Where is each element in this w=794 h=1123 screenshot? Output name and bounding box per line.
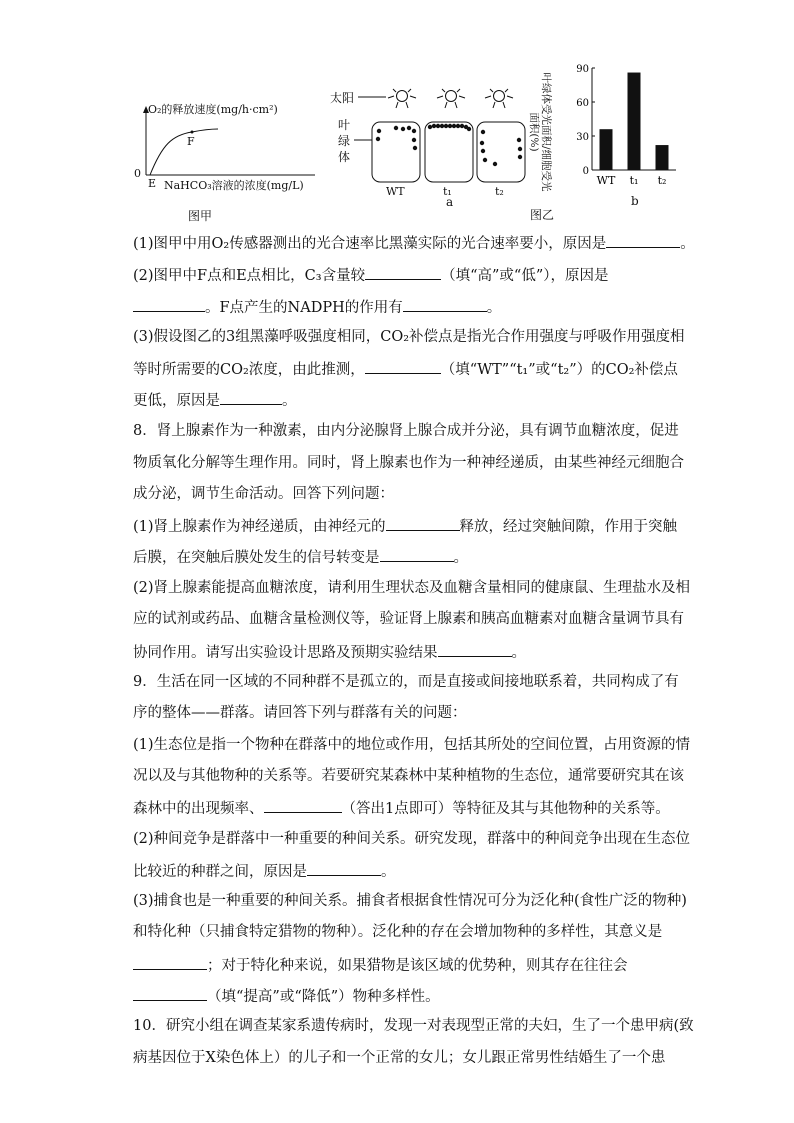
answer-blank[interactable] <box>264 797 342 813</box>
q9-1c-line: 森林中的出现频率、 （答出1点即可）等特征及其与其他物种的关系等。 <box>133 797 670 819</box>
point-e-label: E <box>148 177 157 190</box>
group-label-wt: WT <box>386 185 405 198</box>
figure-jia-caption: 图甲 <box>188 209 213 223</box>
q8-2-line: (2)肾上腺素能提高血糖浓度，请利用生理状态及血糖含量相同的健康鼠、生理盐水及相 <box>133 580 691 596</box>
q10-intro-1: 10．研究小组在调查某家系遗传病时，发现一对表现型正常的夫妇，生了一个患甲病(致 <box>133 1018 694 1034</box>
y-axis-label: O₂的释放速度(mg/h·cm²) <box>148 103 278 116</box>
answer-blank[interactable] <box>220 389 282 405</box>
q10-intro-2: 病基因位于X染色体上）的儿子和一个正常的女儿；女儿跟正常男性结婚生了一个患 <box>133 1050 666 1066</box>
answer-blank[interactable] <box>380 546 454 562</box>
q9-intro-1: 9．生活在同一区域的不同种群不是孤立的，而是直接或间接地联系着，共同构成了有 <box>133 674 679 690</box>
q9-intro-2: 序的整体——群落。请回答下列与群落有关的问题： <box>133 705 467 721</box>
figure-jia <box>130 105 330 225</box>
answer-blank[interactable] <box>133 985 207 1001</box>
sub-label-a: a <box>446 195 454 209</box>
sun-label: 太阳 <box>330 91 355 105</box>
point-f-marker <box>191 131 194 134</box>
y-tick-label: 60 <box>576 98 589 109</box>
x-axis-label: NaHCO₃溶液的浓度(mg/L) <box>164 179 304 192</box>
answer-blank[interactable] <box>386 515 460 531</box>
q7-3b-line: 等时所需要的CO₂浓度，由此推测， （填“WT”“t₁”或“t₂”）的CO₂补偿点 <box>133 358 678 380</box>
q9-3-line: (3)捕食也是一种重要的种间关系。捕食者根据食性情况可分为泛化种(食性广泛的物种) <box>133 893 687 909</box>
q8-1-line: (1)肾上腺素作为神经递质，由神经元的 释放，经过突触间隙，作用于突触 <box>133 515 677 537</box>
figure-yi-caption: 图乙 <box>530 208 555 222</box>
cell-t1-chloroplasts <box>428 124 471 131</box>
q7-2-line: (2)图甲中F点和E点相比，C₃含量较 （填“高”或“低”），原因是 <box>133 264 609 286</box>
answer-blank[interactable] <box>365 358 441 374</box>
q9-3b-line: 和特化种（只捕食特定猎物的物种）。泛化种的存在会增加物种的多样性，其意义是 <box>133 924 663 940</box>
q9-3c-line: ；对于特化种来说，如果猎物是该区域的优势种，则其存在往往会 <box>133 954 628 976</box>
cell-t1 <box>425 122 473 182</box>
q7-3-line: (3)假设图乙的3组黑藻呼吸强度相同，CO₂补偿点是指光合作用强度与呼吸作用强度相 <box>133 329 685 345</box>
figure-yi-b <box>530 60 680 225</box>
q9-2b-line: 比较近的种群之间，原因是 。 <box>133 860 396 882</box>
bar-0 <box>600 129 613 170</box>
q8-2c-line: 协同作用。请写出实验设计思路及预期实验结果 。 <box>133 641 526 663</box>
y-tick-label: 90 <box>576 64 589 75</box>
answer-blank[interactable] <box>365 264 441 280</box>
cell-t2-chloroplasts <box>480 130 522 166</box>
y-tick-label: 0 <box>582 166 589 177</box>
y-tick-label: 30 <box>576 132 589 143</box>
q8-1b-line: 后膜，在突触后膜处发生的信号转变是 。 <box>133 546 468 568</box>
chloroplast-label: 叶 绿 体 <box>338 118 351 164</box>
q9-1-line: (1)生态位是指一个物种在群落中的地位或作用，包括其所处的空间位置，占用资源的情 <box>133 737 691 753</box>
q8-intro-1: 8．肾上腺素作为一种激素，由内分泌腺肾上腺合成并分泌，具有调节血糖浓度，促进 <box>133 423 679 439</box>
answer-blank[interactable] <box>133 954 207 970</box>
q7-2b-line: 。F点产生的NADPH的作用有 。 <box>133 296 501 318</box>
bar-2 <box>656 145 669 170</box>
o2-release-curve <box>150 129 218 175</box>
sub-label-b: b <box>631 194 639 208</box>
bar-chart <box>530 60 680 190</box>
x-tick-label: WT <box>596 174 616 187</box>
x-tick-label: t₁ <box>629 174 639 187</box>
figure-yi-a <box>330 85 530 210</box>
cells-drawing <box>330 85 530 185</box>
answer-blank[interactable] <box>133 296 205 312</box>
bar-1 <box>628 73 641 170</box>
answer-blank[interactable] <box>606 232 680 248</box>
q7-1-line: (1)图甲中用O₂传感器测出的光合速率比黑藻实际的光合速率要小，原因是 。 <box>133 232 695 254</box>
group-label-t1: t₁ <box>443 185 452 198</box>
bar-y-axis-label: 叶绿体受光面积/细胞受光面积(%) <box>528 72 552 192</box>
answer-blank[interactable] <box>438 641 512 657</box>
answer-blank[interactable] <box>403 296 487 312</box>
point-f-label: F <box>187 135 195 148</box>
q9-1b-line: 况以及与其他物种的关系等。若要研究某森林中某种植物的生态位，通常要研究其在该 <box>133 768 684 784</box>
answer-blank[interactable] <box>307 860 381 876</box>
q9-3d-line: （填“提高”或“降低”）物种多样性。 <box>133 985 440 1007</box>
q9-2-line: (2)种间竞争是群落中一种重要的种间关系。研究发现，群落中的种间竞争出现在生态位 <box>133 831 691 847</box>
origin-label: 0 <box>134 167 141 180</box>
q8-2b-line: 应的试剂或药品、血糖含量检测仪等，验证肾上腺素和胰高血糖素对血糖含量调节具有 <box>133 611 684 627</box>
cell-wt-chloroplasts <box>376 126 417 150</box>
x-tick-label: t₂ <box>657 174 667 187</box>
group-label-t2: t₂ <box>495 185 504 198</box>
q8-intro-3: 成分泌，调节生命活动。回答下列问题： <box>133 486 394 502</box>
q8-intro-2: 物质氧化分解等生理作用。同时，肾上腺素也作为一种神经递质，由某些神经元细胞合 <box>133 455 684 471</box>
q7-3c-line: 更低，原因是 。 <box>133 389 297 411</box>
